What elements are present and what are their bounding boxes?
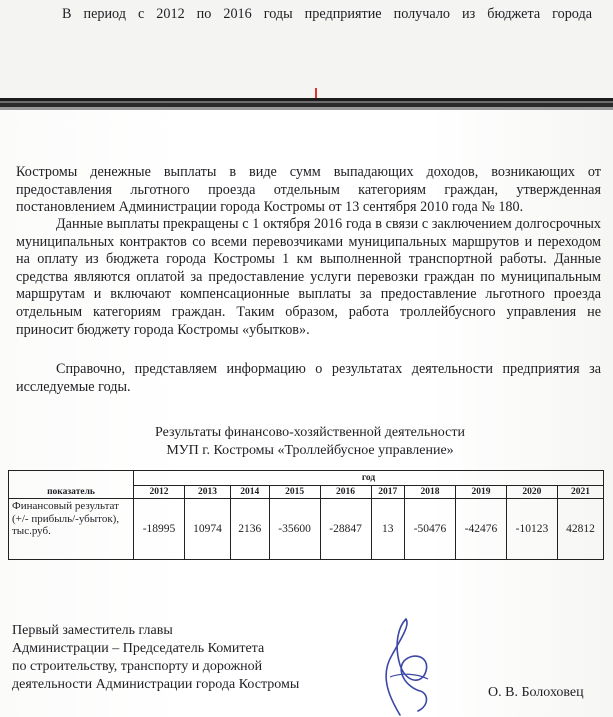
year-cell: 2013 [184, 486, 230, 499]
caption-line-2: МУП г. Костромы «Троллейбусное управление» [166, 443, 454, 458]
value-cell: -42476 [455, 499, 506, 560]
results-table [8, 470, 604, 560]
signatory-line-1: Первый заместитель главы [12, 623, 173, 638]
value-cell: -18995 [134, 499, 185, 560]
paragraph-1-text: Костромы денежные выплаты в виде сумм выпадающих доходов, возникающих от предоставления льготного проезда отдельным категориям граждан, утвержденная постановлением Администрации города Костромы от 13 сентября 2010 года № 180. [16, 164, 601, 216]
value-cell: 10974 [184, 499, 230, 560]
indicator-header: показатель [9, 471, 134, 499]
value-cell: -35600 [269, 499, 320, 560]
signatory-line-3: по строительству, транспорту и дорожной [12, 659, 263, 674]
value-cell: -50476 [405, 499, 456, 560]
value-cell: 42812 [557, 499, 603, 560]
value-cell: -10123 [506, 499, 557, 560]
page-separator [0, 98, 613, 110]
signatory-title [12, 622, 352, 694]
paragraph-2-text: Данные выплаты прекращены с 1 октября 2016 года в связи с заключением долгосрочных муниципальных контрактов со всеми перевозчиками муниципальных маршрутов и переходом на оплату из бюджета города Костромы 1 км выполненной транспортной работы. Данные средства являются оплатой за предоставление услуги перевозки граждан по муниципальным маршрутам и включают компенсационные выплаты за предоставление льготного проезда отдельным категориям граждан. Таким образом, работа троллейбусного управления не приносит бюджету города Костромы «убытков». [16, 216, 601, 338]
signatory-line-2: Администрации – Председатель Комитета [12, 641, 265, 656]
previous-page-fragment [0, 0, 613, 98]
paragraph-1 [16, 164, 601, 217]
scan-marker [315, 88, 317, 98]
caption-line-1: Результаты финансово-хозяйственной деятельности [155, 425, 465, 440]
year-cell: 2019 [455, 486, 506, 499]
year-cell: 2012 [134, 486, 185, 499]
signatory-line-4: деятельности Администрации города Костромы [12, 677, 300, 692]
year-cell: 2018 [405, 486, 456, 499]
row-label: Финансовый результат (+/- прибыль/-убыток), тыс.руб. [9, 499, 134, 560]
signatory-name: О. В. Болоховец [488, 685, 584, 700]
year-cell: 2014 [230, 486, 269, 499]
year-cell: 2017 [371, 486, 404, 499]
value-cell: 13 [371, 499, 404, 560]
year-cell: 2016 [320, 486, 371, 499]
paragraph-3-text: Справочно, представляем информацию о результатах деятельности предприятия за исследуемые годы. [16, 361, 601, 395]
top-text-line: В период с 2012 по 2016 годы предприятие получало из бюджета города [62, 6, 592, 22]
value-cell: -28847 [320, 499, 371, 560]
table-row [9, 499, 604, 560]
year-header: год [134, 471, 604, 486]
table-caption [60, 424, 560, 460]
year-cell: 2015 [269, 486, 320, 499]
value-cell: 2136 [230, 499, 269, 560]
handwritten-signature [370, 615, 440, 717]
year-cell: 2020 [506, 486, 557, 499]
paragraph-2 [16, 216, 601, 339]
year-cell: 2021 [557, 486, 603, 499]
paragraph-3 [16, 361, 601, 396]
